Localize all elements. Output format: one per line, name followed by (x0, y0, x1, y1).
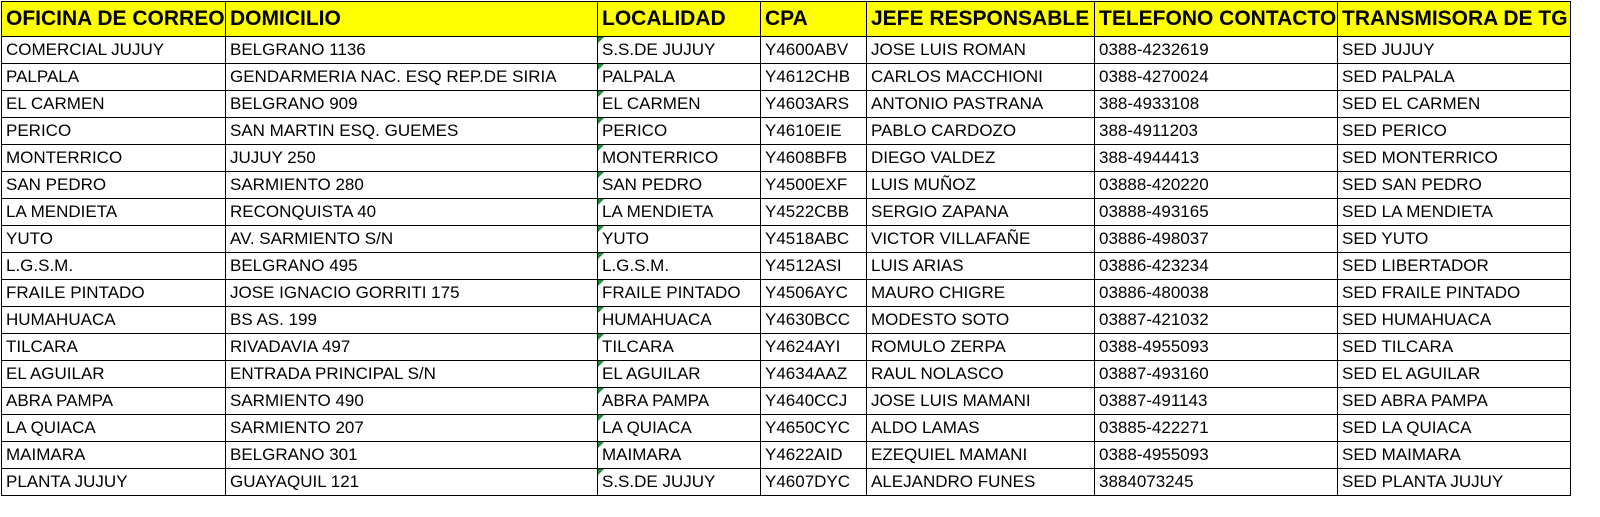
table-row (2, 307, 1571, 334)
cell-oficina[interactable]: EL CARMEN (2, 91, 226, 118)
cell-localidad[interactable]: FRAILE PINTADO (598, 280, 761, 307)
header-row (2, 2, 1571, 37)
cell-jefe[interactable]: ANTONIO PASTRANA (867, 91, 1095, 118)
cell-transmisora[interactable]: SED HUMAHUACA (1338, 307, 1571, 334)
table-row (2, 118, 1571, 145)
cell-jefe[interactable]: JOSE LUIS MAMANI (867, 388, 1095, 415)
table-row (2, 172, 1571, 199)
cell-jefe[interactable]: MAURO CHIGRE (867, 280, 1095, 307)
cell-transmisora[interactable]: SED EL CARMEN (1338, 91, 1571, 118)
cell-telefono[interactable]: 03886-480038 (1095, 280, 1338, 307)
header-cell-jefe[interactable]: JEFE RESPONSABLE (867, 2, 1095, 37)
cell-domicilio[interactable]: SARMIENTO 490 (226, 388, 598, 415)
cell-oficina[interactable]: ABRA PAMPA (2, 388, 226, 415)
cell-domicilio[interactable]: BELGRANO 909 (226, 91, 598, 118)
cell-localidad[interactable]: SAN PEDRO (598, 172, 761, 199)
cell-domicilio[interactable]: BELGRANO 495 (226, 253, 598, 280)
cell-transmisora[interactable]: SED YUTO (1338, 226, 1571, 253)
cell-transmisora[interactable]: SED SAN PEDRO (1338, 172, 1571, 199)
cell-transmisora[interactable]: SED PERICO (1338, 118, 1571, 145)
cell-telefono[interactable]: 03888-420220 (1095, 172, 1338, 199)
cell-cpa[interactable]: Y4640CCJ (761, 388, 867, 415)
table-row (2, 199, 1571, 226)
cell-jefe[interactable]: ALDO LAMAS (867, 415, 1095, 442)
table-row (2, 361, 1571, 388)
table-body (2, 37, 1571, 496)
cell-domicilio[interactable]: SARMIENTO 280 (226, 172, 598, 199)
cell-cpa[interactable]: Y4518ABC (761, 226, 867, 253)
cell-localidad[interactable]: S.S.DE JUJUY (598, 37, 761, 64)
cell-localidad[interactable]: EL CARMEN (598, 91, 761, 118)
table-row (2, 334, 1571, 361)
cell-localidad[interactable]: MAIMARA (598, 442, 761, 469)
cell-jefe[interactable]: ROMULO ZERPA (867, 334, 1095, 361)
cell-telefono[interactable]: 388-4933108 (1095, 91, 1338, 118)
header-cell-telefono[interactable]: TELEFONO CONTACTO (1095, 2, 1338, 37)
cell-transmisora[interactable]: SED LIBERTADOR (1338, 253, 1571, 280)
cell-cpa[interactable]: Y4607DYC (761, 469, 867, 496)
cell-jefe[interactable]: SERGIO ZAPANA (867, 199, 1095, 226)
cell-domicilio[interactable]: BELGRANO 1136 (226, 37, 598, 64)
cell-telefono[interactable]: 388-4944413 (1095, 145, 1338, 172)
cell-oficina[interactable]: L.G.S.M. (2, 253, 226, 280)
header-cell-oficina[interactable]: OFICINA DE CORREO (2, 2, 226, 37)
cell-cpa[interactable]: Y4624AYI (761, 334, 867, 361)
cell-cpa[interactable]: Y4650CYC (761, 415, 867, 442)
cell-cpa[interactable]: Y4512ASI (761, 253, 867, 280)
cell-jefe[interactable]: ALEJANDRO FUNES (867, 469, 1095, 496)
cell-cpa[interactable]: Y4608BFB (761, 145, 867, 172)
cell-cpa[interactable]: Y4506AYC (761, 280, 867, 307)
cell-domicilio[interactable]: SAN MARTIN ESQ. GUEMES (226, 118, 598, 145)
cell-telefono[interactable]: 0388-4270024 (1095, 64, 1338, 91)
table-header (2, 2, 1571, 37)
header-cell-cpa[interactable]: CPA (761, 2, 867, 37)
cell-transmisora[interactable]: SED LA MENDIETA (1338, 199, 1571, 226)
cell-telefono[interactable]: 03887-421032 (1095, 307, 1338, 334)
table-row (2, 388, 1571, 415)
cell-localidad[interactable]: LA MENDIETA (598, 199, 761, 226)
cell-oficina[interactable]: HUMAHUACA (2, 307, 226, 334)
cell-telefono[interactable]: 03887-493160 (1095, 361, 1338, 388)
cell-cpa[interactable]: Y4610EIE (761, 118, 867, 145)
cell-transmisora[interactable]: SED TILCARA (1338, 334, 1571, 361)
table-row (2, 91, 1571, 118)
cell-oficina[interactable]: MAIMARA (2, 442, 226, 469)
cell-transmisora[interactable]: SED PLANTA JUJUY (1338, 469, 1571, 496)
table-row (2, 37, 1571, 64)
cell-domicilio[interactable]: SARMIENTO 207 (226, 415, 598, 442)
cell-oficina[interactable]: PERICO (2, 118, 226, 145)
cell-telefono[interactable]: 388-4911203 (1095, 118, 1338, 145)
cell-localidad[interactable]: YUTO (598, 226, 761, 253)
cell-cpa[interactable]: Y4622AID (761, 442, 867, 469)
cell-localidad[interactable]: L.G.S.M. (598, 253, 761, 280)
post-office-table (1, 1, 1571, 496)
cell-transmisora[interactable]: SED EL AGUILAR (1338, 361, 1571, 388)
table-row (2, 145, 1571, 172)
cell-transmisora[interactable]: SED PALPALA (1338, 64, 1571, 91)
cell-localidad[interactable]: MONTERRICO (598, 145, 761, 172)
cell-localidad[interactable]: EL AGUILAR (598, 361, 761, 388)
cell-telefono[interactable]: 03886-423234 (1095, 253, 1338, 280)
cell-oficina[interactable]: COMERCIAL JUJUY (2, 37, 226, 64)
cell-domicilio[interactable]: AV. SARMIENTO S/N (226, 226, 598, 253)
cell-jefe[interactable]: LUIS ARIAS (867, 253, 1095, 280)
header-cell-localidad[interactable]: LOCALIDAD (598, 2, 761, 37)
cell-telefono[interactable]: 03885-422271 (1095, 415, 1338, 442)
cell-transmisora[interactable]: SED ABRA PAMPA (1338, 388, 1571, 415)
cell-cpa[interactable]: Y4500EXF (761, 172, 867, 199)
header-cell-domicilio[interactable]: DOMICILIO (226, 2, 598, 37)
cell-domicilio[interactable]: JUJUY 250 (226, 145, 598, 172)
cell-telefono[interactable]: 03887-491143 (1095, 388, 1338, 415)
cell-oficina[interactable]: PALPALA (2, 64, 226, 91)
table-row (2, 415, 1571, 442)
cell-jefe[interactable]: LUIS MUÑOZ (867, 172, 1095, 199)
cell-localidad[interactable]: ABRA PAMPA (598, 388, 761, 415)
cell-jefe[interactable]: DIEGO VALDEZ (867, 145, 1095, 172)
cell-transmisora[interactable]: SED MAIMARA (1338, 442, 1571, 469)
cell-oficina[interactable]: MONTERRICO (2, 145, 226, 172)
cell-domicilio[interactable]: RIVADAVIA 497 (226, 334, 598, 361)
cell-oficina[interactable]: EL AGUILAR (2, 361, 226, 388)
cell-telefono[interactable]: 0388-4955093 (1095, 334, 1338, 361)
cell-transmisora[interactable]: SED JUJUY (1338, 37, 1571, 64)
cell-telefono[interactable]: 0388-4955093 (1095, 442, 1338, 469)
cell-jefe[interactable]: JOSE LUIS ROMAN (867, 37, 1095, 64)
cell-domicilio[interactable]: BELGRANO 301 (226, 442, 598, 469)
table-row (2, 64, 1571, 91)
cell-transmisora[interactable]: SED LA QUIACA (1338, 415, 1571, 442)
header-cell-transmisora[interactable]: TRANSMISORA DE TG (1338, 2, 1571, 37)
cell-telefono[interactable]: 0388-4232619 (1095, 37, 1338, 64)
table-row (2, 442, 1571, 469)
cell-oficina[interactable]: LA QUIACA (2, 415, 226, 442)
cell-oficina[interactable]: YUTO (2, 226, 226, 253)
cell-cpa[interactable]: Y4612CHB (761, 64, 867, 91)
table-row (2, 253, 1571, 280)
cell-oficina[interactable]: TILCARA (2, 334, 226, 361)
cell-jefe[interactable]: MODESTO SOTO (867, 307, 1095, 334)
cell-localidad[interactable]: HUMAHUACA (598, 307, 761, 334)
cell-domicilio[interactable]: ENTRADA PRINCIPAL S/N (226, 361, 598, 388)
cell-telefono[interactable]: 03888-493165 (1095, 199, 1338, 226)
cell-localidad[interactable]: LA QUIACA (598, 415, 761, 442)
cell-oficina[interactable]: PLANTA JUJUY (2, 469, 226, 496)
cell-jefe[interactable]: VICTOR VILLAFAÑE (867, 226, 1095, 253)
cell-domicilio[interactable]: RECONQUISTA 40 (226, 199, 598, 226)
table-row (2, 280, 1571, 307)
cell-cpa[interactable]: Y4630BCC (761, 307, 867, 334)
table-row (2, 226, 1571, 253)
cell-localidad[interactable]: PERICO (598, 118, 761, 145)
cell-localidad[interactable]: TILCARA (598, 334, 761, 361)
cell-jefe[interactable]: RAUL NOLASCO (867, 361, 1095, 388)
cell-cpa[interactable]: Y4634AAZ (761, 361, 867, 388)
cell-telefono[interactable]: 3884073245 (1095, 469, 1338, 496)
cell-domicilio[interactable]: GUAYAQUIL 121 (226, 469, 598, 496)
cell-domicilio[interactable]: BS AS. 199 (226, 307, 598, 334)
cell-localidad[interactable]: S.S.DE JUJUY (598, 469, 761, 496)
cell-jefe[interactable]: CARLOS MACCHIONI (867, 64, 1095, 91)
cell-localidad[interactable]: PALPALA (598, 64, 761, 91)
cell-telefono[interactable]: 03886-498037 (1095, 226, 1338, 253)
cell-domicilio[interactable]: GENDARMERIA NAC. ESQ REP.DE SIRIA (226, 64, 598, 91)
cell-jefe[interactable]: EZEQUIEL MAMANI (867, 442, 1095, 469)
cell-oficina[interactable]: SAN PEDRO (2, 172, 226, 199)
cell-transmisora[interactable]: SED FRAILE PINTADO (1338, 280, 1571, 307)
cell-transmisora[interactable]: SED MONTERRICO (1338, 145, 1571, 172)
cell-domicilio[interactable]: JOSE IGNACIO GORRITI 175 (226, 280, 598, 307)
table-row (2, 469, 1571, 496)
cell-oficina[interactable]: LA MENDIETA (2, 199, 226, 226)
cell-cpa[interactable]: Y4603ARS (761, 91, 867, 118)
cell-cpa[interactable]: Y4522CBB (761, 199, 867, 226)
cell-cpa[interactable]: Y4600ABV (761, 37, 867, 64)
cell-jefe[interactable]: PABLO CARDOZO (867, 118, 1095, 145)
cell-oficina[interactable]: FRAILE PINTADO (2, 280, 226, 307)
